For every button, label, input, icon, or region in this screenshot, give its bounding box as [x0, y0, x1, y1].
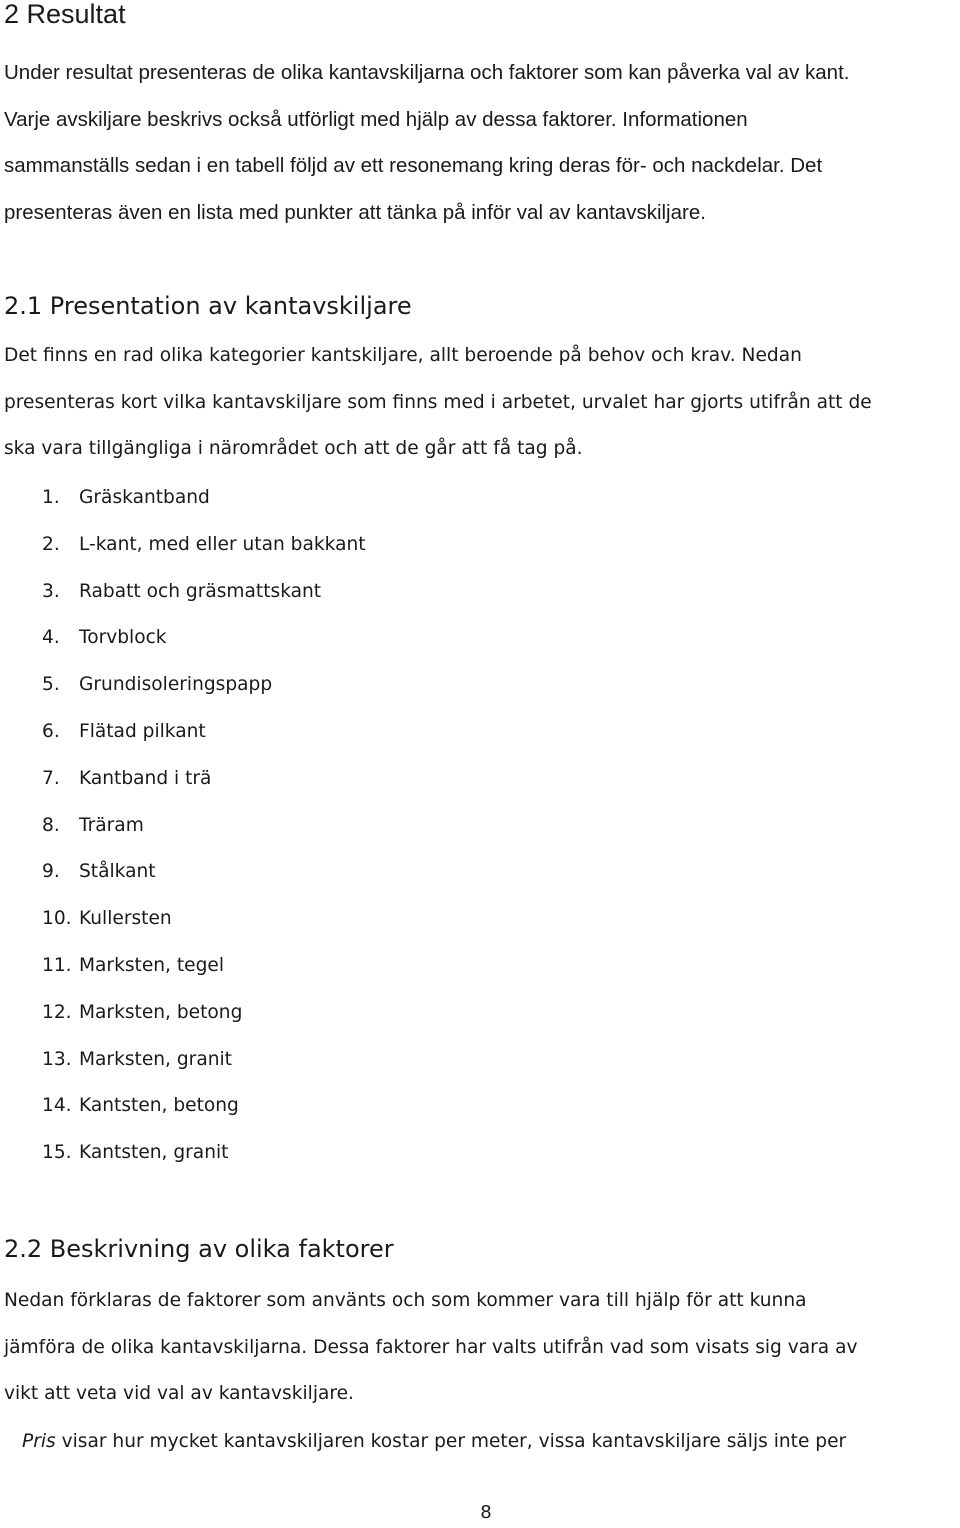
intro-paragraph	[4, 50, 954, 237]
list-item-number: 4.	[42, 627, 60, 649]
list-item-number: 6.	[42, 720, 60, 742]
list-item	[0, 803, 366, 850]
list-item-label: Torvblock	[79, 627, 167, 649]
list-item-number: 3.	[42, 580, 60, 602]
list-item-label: Gräskantband	[79, 487, 210, 508]
list-item-number: 15.	[42, 1142, 72, 1164]
list-item	[0, 1083, 366, 1130]
paragraph-line: jämföra de olika kantavskiljarna. Dessa faktorer har valts utifrån vad som visats sig vara av	[4, 1336, 858, 1358]
list-item-number: 13.	[42, 1048, 72, 1070]
list-item	[0, 943, 366, 990]
list-item	[0, 896, 366, 943]
factors-paragraph	[4, 1278, 956, 1418]
list-item-label: Kullersten	[79, 908, 172, 930]
list-item	[0, 475, 366, 522]
list-item-number: 10.	[42, 908, 72, 930]
list-item	[0, 709, 366, 756]
list-item-number: 9.	[42, 861, 60, 883]
list-item	[0, 522, 366, 569]
paragraph-line: presenteras kort vilka kantavskiljare som finns med i arbetet, urvalet har gjorts utifrån att de	[4, 391, 872, 413]
list-item-label: Kantband i trä	[79, 767, 212, 789]
list-item-label: Träram	[79, 814, 144, 836]
intro-line: Varje avskiljare beskrivs också utförligt med hjälp av dessa faktorer. Informationen	[4, 107, 748, 131]
list-item	[0, 1130, 366, 1177]
list-item-number: 12.	[42, 1001, 72, 1023]
list-item-label: Flätad pilkant	[79, 720, 206, 742]
list-item-label: Marksten, tegel	[79, 954, 225, 976]
list-item-label: Stålkant	[79, 861, 156, 883]
intro-line: Under resultat presenteras de olika kantavskiljarna och faktorer som kan påverka val av kant.	[4, 61, 850, 84]
list-item-number: 7.	[42, 767, 60, 789]
list-item	[0, 615, 366, 662]
price-factor-line	[22, 1419, 846, 1466]
paragraph-line: Nedan förklaras de faktorer som använts och som kommer vara till hjälp för att kunna	[4, 1290, 807, 1311]
list-item	[0, 990, 366, 1037]
subsection-heading-2-2: 2.2 Beskrivning av olika faktorer	[4, 1235, 394, 1263]
presentation-paragraph	[4, 333, 956, 473]
paragraph-line: vikt att veta vid val av kantavskiljare.	[4, 1383, 354, 1405]
price-description: visar hur mycket kantavskiljaren kostar per meter, vissa kantavskiljare säljs inte per	[55, 1431, 847, 1452]
list-item-number: 8.	[42, 814, 60, 836]
page-number: 8	[480, 1502, 492, 1523]
list-item	[0, 1037, 366, 1084]
paragraph-line: ska vara tillgängliga i närområdet och att de går att få tag på.	[4, 438, 583, 460]
list-item-number: 1.	[42, 487, 60, 508]
list-item-number: 5.	[42, 674, 60, 696]
subsection-heading-2-1: 2.1 Presentation av kantavskiljare	[4, 292, 412, 320]
list-item	[0, 756, 366, 803]
list-item-label: L-kant, med eller utan bakkant	[79, 533, 366, 555]
list-item	[0, 569, 366, 616]
list-item-number: 2.	[42, 533, 60, 555]
list-item-number: 11.	[42, 954, 72, 976]
list-item-label: Marksten, granit	[79, 1048, 232, 1070]
list-item-label: Marksten, betong	[79, 1001, 243, 1023]
list-item-number: 14.	[42, 1095, 72, 1117]
list-item	[0, 849, 366, 896]
list-item-label: Rabatt och gräsmattskant	[79, 580, 322, 602]
list-item-label: Kantsten, betong	[79, 1095, 239, 1117]
paragraph-line: Det finns en rad olika kategorier kantskiljare, allt beroende på behov och krav. Nedan	[4, 345, 802, 366]
edge-separator-list	[0, 475, 366, 1177]
section-heading: 2 Resultat	[4, 0, 126, 29]
list-item	[0, 662, 366, 709]
list-item-label: Kantsten, granit	[79, 1142, 229, 1164]
price-term: Pris	[22, 1431, 56, 1452]
intro-line: presenteras även en lista med punkter att tänka på inför val av kantavskiljare.	[4, 201, 706, 225]
list-item-label: Grundisoleringspapp	[79, 674, 273, 696]
intro-line: sammanställs sedan i en tabell följd av ett resonemang kring deras för- och nackdelar. Det	[4, 154, 823, 178]
